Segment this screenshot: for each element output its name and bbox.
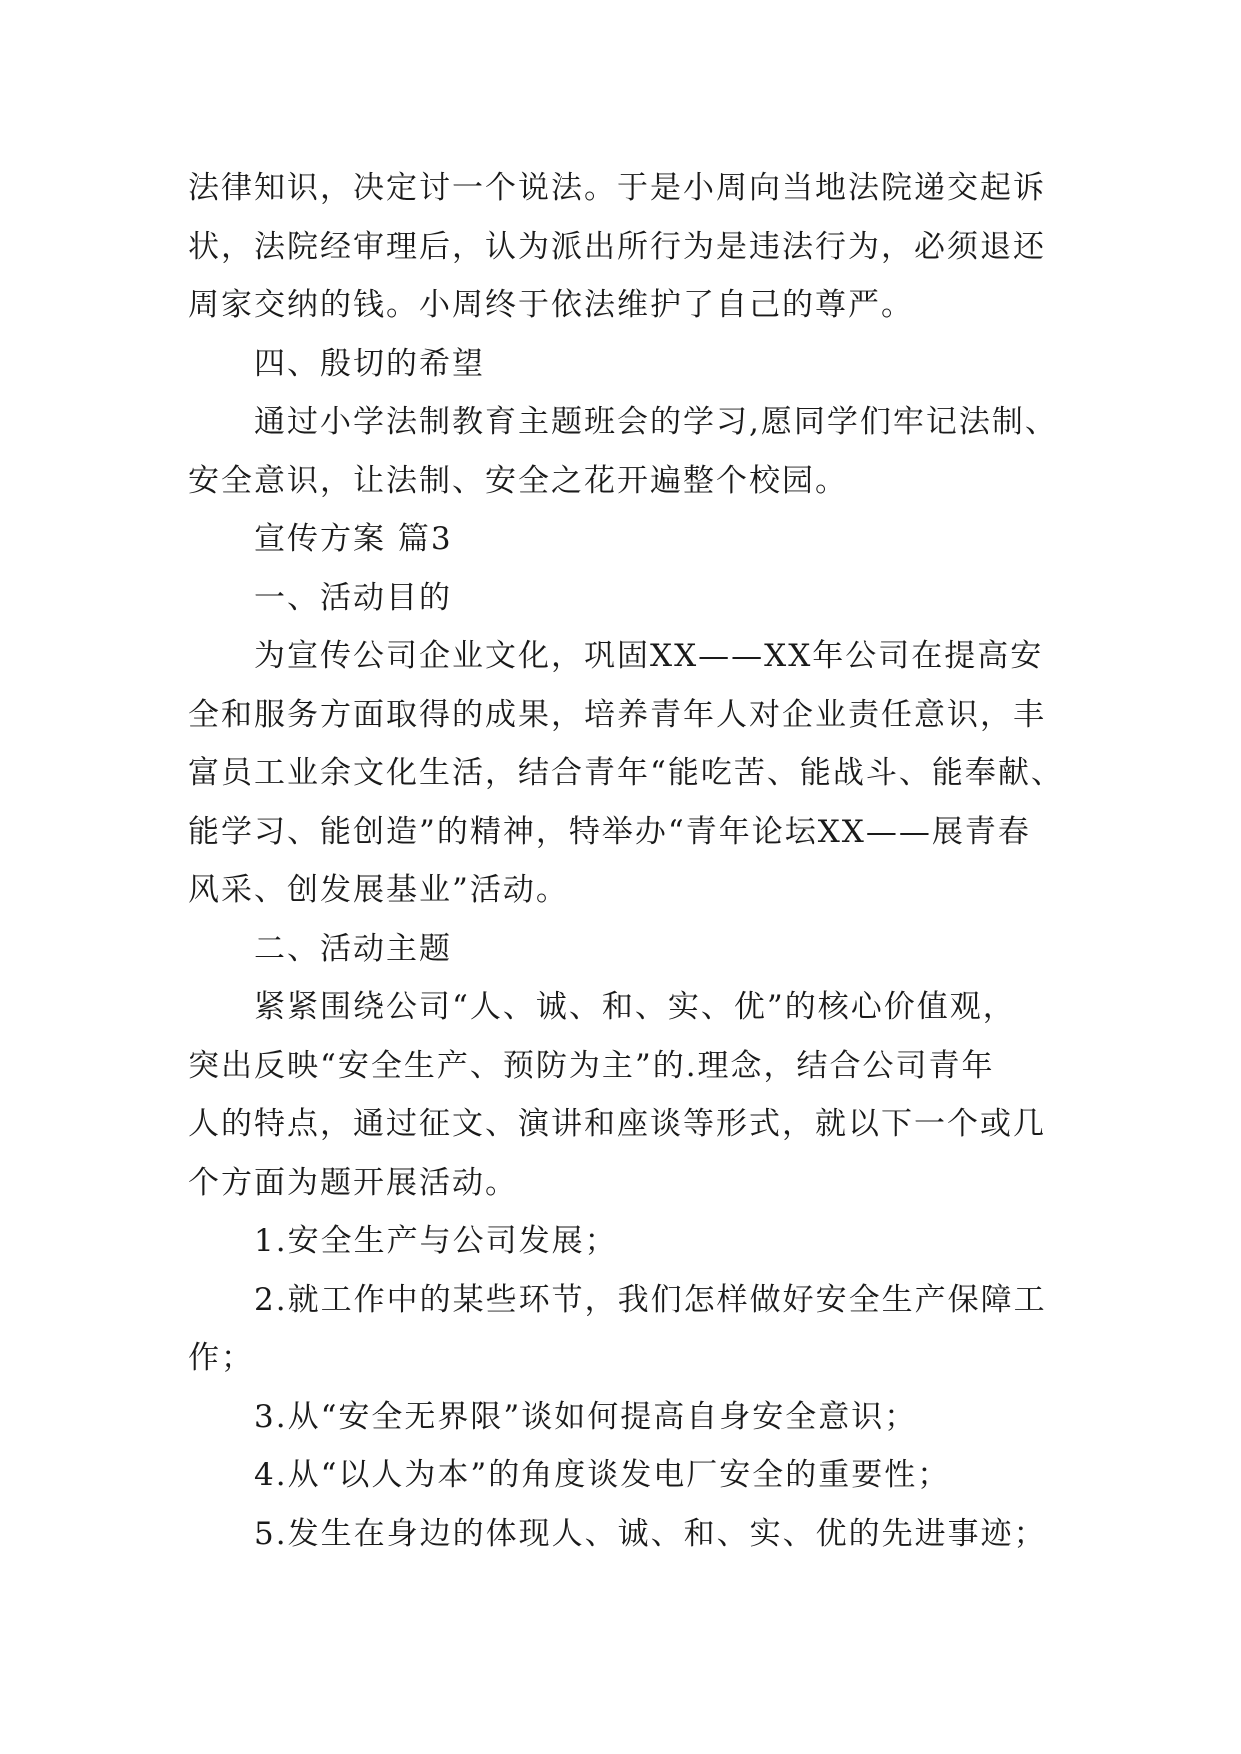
text-line: 风采、创发展基业”活动。 [188,872,569,908]
text-line: 人的特点，通过征文、演讲和座谈等形式，就以下一个或几 [188,1106,1046,1142]
text-line: 4.从“以人为本”的角度谈发电厂安全的重要性； [254,1457,951,1493]
text-line: 2.就工作中的某些环节，我们怎样做好安全生产保障工 [254,1281,1047,1318]
document-body [188,159,1068,1563]
text-line: 四、殷切的希望 [254,345,485,382]
text-line: 通过小学法制教育主题班会的学习,愿同学们牢记法制、 [254,404,1058,440]
text-line: 作； [188,1340,254,1376]
text-line: 突出反映“安全生产、预防为主”的.理念，结合公司青年 [188,1047,995,1084]
text-line: 全和服务方面取得的成果，培养青年人对企业责任意识，丰 [188,696,1046,733]
text-line: 二、活动主题 [254,930,452,967]
text-line: 为宣传公司企业文化，巩固XX——XX年公司在提高安 [254,638,1044,674]
text-line: 3.从“安全无界限”谈如何提高自身安全意识； [254,1398,918,1435]
text-line: 法律知识，决定讨一个说法。于是小周向当地法院递交起诉 [188,170,1046,206]
text-line: 1.安全生产与公司发展； [254,1223,618,1259]
text-line: 个方面为题开展活动。 [188,1164,518,1201]
text-line: 富员工业余文化生活，结合青年“能吃苦、能战斗、能奉献、 [188,755,1064,791]
text-line: 安全意识，让法制、安全之花开遍整个校园。 [188,462,848,499]
text-line: 能学习、能创造”的精神，特举办“青年论坛XX——展青春 [188,813,1031,850]
text-line: 宣传方案 篇3 [254,521,453,557]
text-line: 状，法院经审理后，认为派出所行为是违法行为，必须退还 [188,228,1046,265]
text-line: 5.发生在身边的体现人、诚、和、实、优的先进事迹； [254,1515,1047,1552]
text-line: 一、活动目的 [254,579,452,616]
text-line: 周家交纳的钱。小周终于依法维护了自己的尊严。 [188,287,914,323]
text-line: 紧紧围绕公司“人、诚、和、实、优”的核心价值观， [254,989,1016,1025]
